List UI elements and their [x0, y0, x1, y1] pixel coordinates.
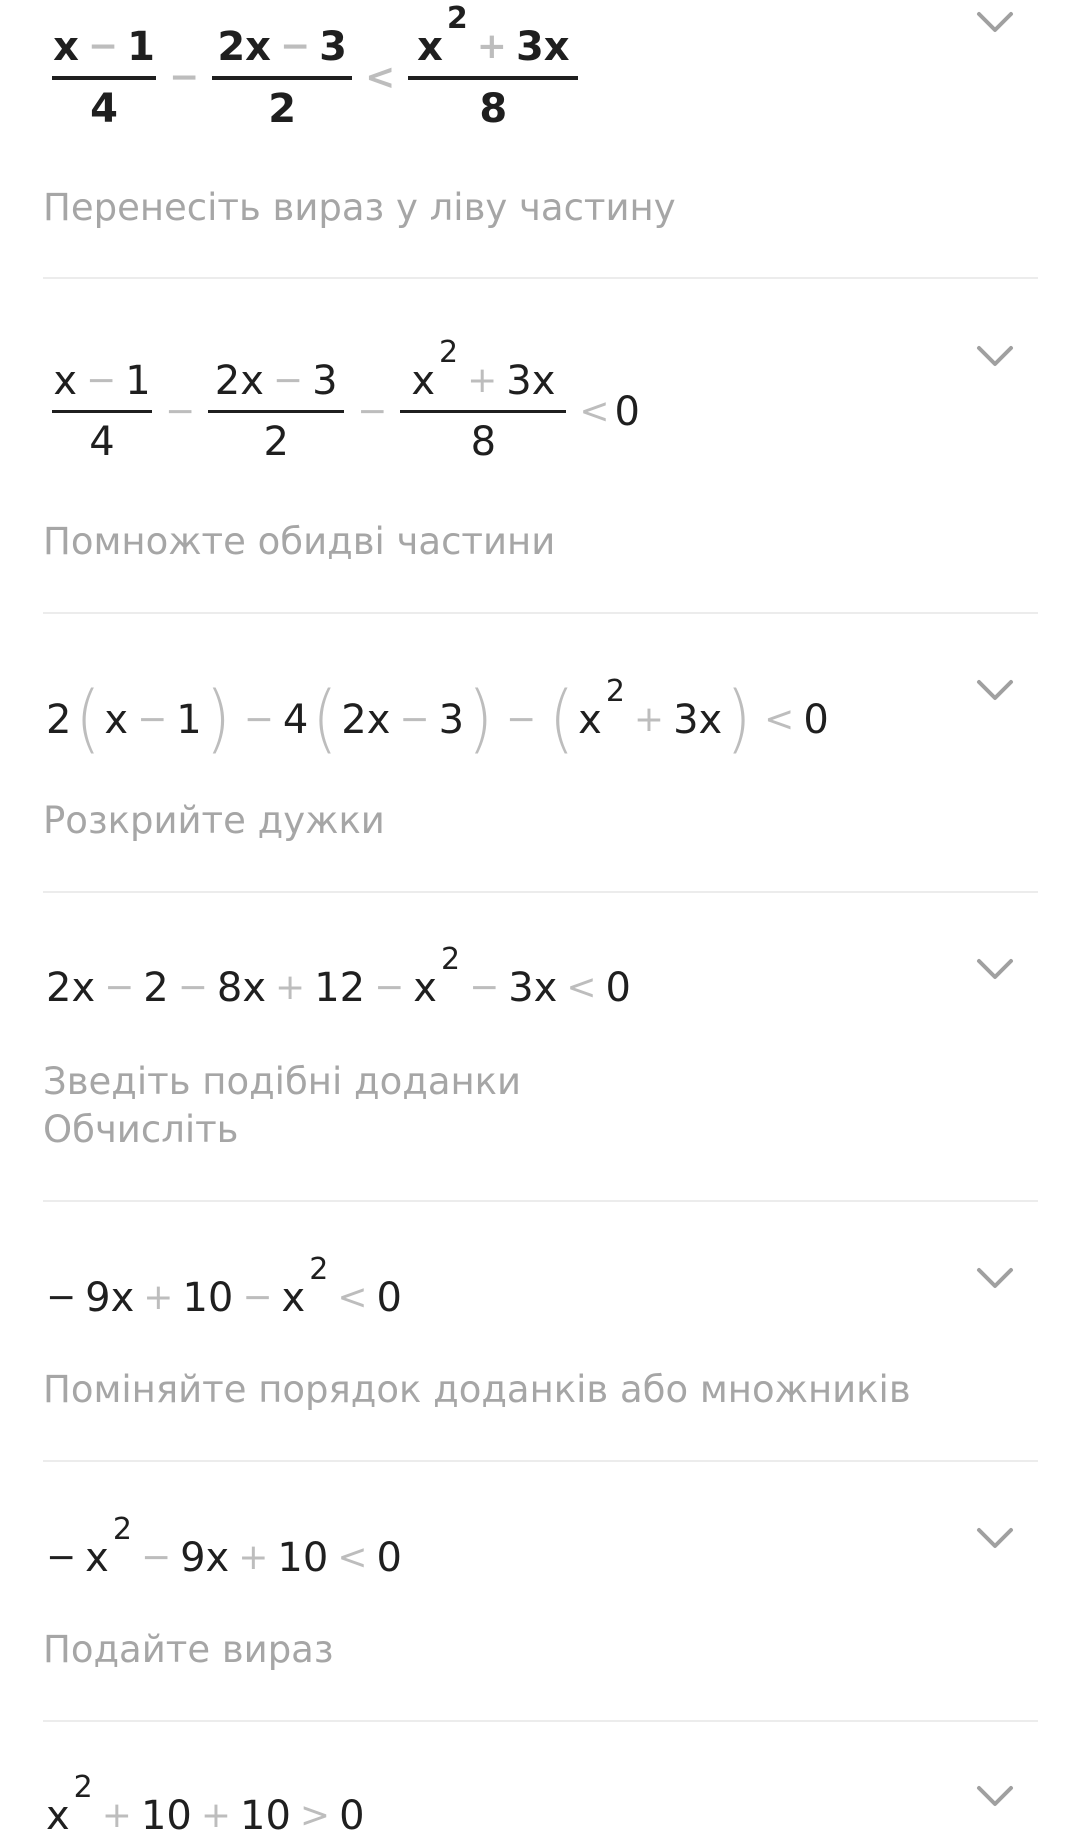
step-3-hint: Розкрийте дужки: [43, 799, 385, 842]
step-4-hint: Зведіть подібні доданки: [43, 1060, 522, 1103]
divider: [43, 891, 1038, 893]
step-2-hint: Помножте обидві частини: [43, 520, 556, 563]
fraction-1: x − 1 4: [53, 358, 151, 465]
step-7-expression: x 2 + 10 + 10 > 0: [46, 1770, 365, 1839]
step-1-hint: Перенесіть вираз у ліву частину: [43, 186, 676, 229]
divider: [43, 1460, 1038, 1462]
step-1-expression: x − 1 4 − 2x − 3 2 < x 2 + 3x 8: [48, 18, 582, 138]
step-4-hint-2: Обчисліть: [43, 1108, 239, 1151]
divider: [43, 612, 1038, 614]
chevron-down-icon[interactable]: [976, 678, 1014, 702]
step-4-expression: 2x − 2 − 8x + 12 − x 2 − 3x < 0: [46, 942, 631, 1011]
step-6-hint: Подайте вираз: [43, 1628, 334, 1671]
divider: [43, 277, 1038, 279]
divider: [43, 1200, 1038, 1202]
chevron-down-icon[interactable]: [976, 957, 1014, 981]
fraction-2: 2x − 3 2: [208, 352, 344, 471]
chevron-down-icon[interactable]: [976, 344, 1014, 368]
fraction-1: x − 1 4: [53, 24, 155, 132]
chevron-down-icon[interactable]: [976, 1784, 1014, 1808]
chevron-down-icon[interactable]: [976, 1526, 1014, 1550]
chevron-down-icon[interactable]: [976, 10, 1014, 34]
step-5-hint: Поміняйте порядок доданків або множників: [43, 1368, 911, 1411]
fraction-3: x 2 + 3x 8: [408, 18, 578, 138]
step-3-expression: 2 ( x − 1 ) − 4 ( 2x − 3 ) − ( x 2 + 3x ) < 0: [46, 674, 829, 763]
chevron-down-icon[interactable]: [976, 1266, 1014, 1290]
step-5-expression: − 9x + 10 − x 2 < 0: [46, 1252, 402, 1321]
step-6-expression: − x 2 − 9x + 10 < 0: [46, 1512, 402, 1581]
divider: [43, 1720, 1038, 1722]
fraction-2: 2x − 3 2: [212, 18, 352, 138]
fraction-3: x 2 + 3x 8: [400, 352, 566, 471]
step-2-expression: x − 1 4 − 2x − 3 2 − x 2 + 3x 8 < 0: [48, 352, 640, 471]
